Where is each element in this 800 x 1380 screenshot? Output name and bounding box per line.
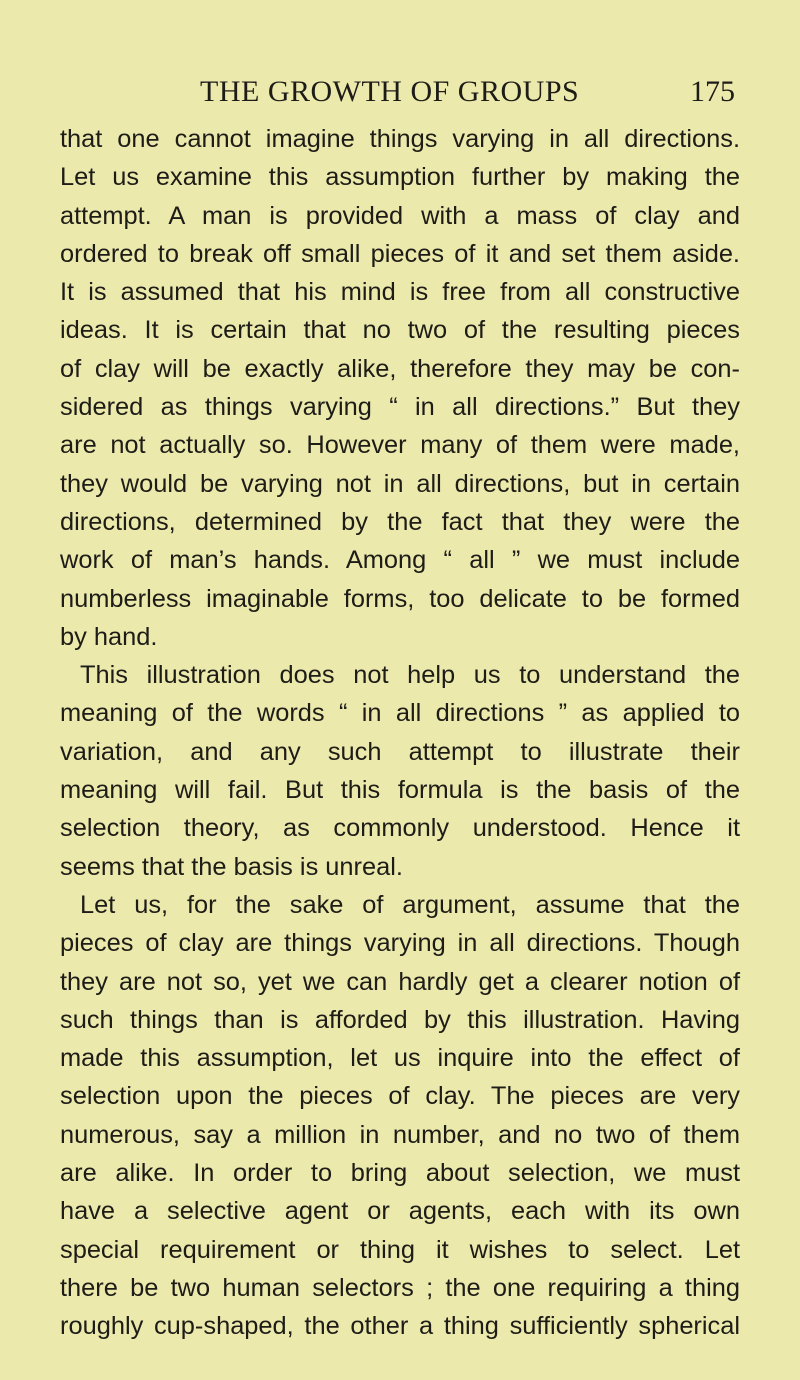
text-line: are alike. In order to bring about selection, we must: [60, 1159, 740, 1188]
text-line: Let us, for the sake of argument, assume that the: [80, 890, 740, 919]
text-line: variation, and any such attempt to illustrate their: [60, 737, 740, 766]
text-line: made this assumption, let us inquire into the effect of: [60, 1044, 740, 1073]
text-line: such things than is afforded by this illustration. Having: [60, 1005, 740, 1034]
text-line: there be two human selectors ; the one requiring a thing: [60, 1273, 740, 1302]
text-line: that one cannot imagine things varying in all directions.: [60, 125, 740, 153]
text-line: special requirement or thing it wishes to select. Let: [60, 1235, 740, 1264]
text-line: numberless imaginable forms, too delicate to be formed: [60, 584, 740, 613]
text-line: Let us examine this assumption further by making the: [60, 163, 740, 192]
text-line: have a selective agent or agents, each with its own: [60, 1197, 740, 1226]
body-text: [60, 120, 740, 1346]
text-line: of clay will be exactly alike, therefore they may be con-: [60, 354, 740, 383]
text-line: ideas. It is certain that no two of the resulting pieces: [60, 316, 740, 345]
text-line: ordered to break off small pieces of it and set them aside.: [60, 239, 740, 268]
running-title: THE GROWTH OF GROUPS: [200, 75, 580, 108]
text-line: selection upon the pieces of clay. The pieces are very: [60, 1082, 740, 1111]
text-line: attempt. A man is provided with a mass of clay and: [60, 201, 740, 230]
text-line: directions, determined by the fact that they were the: [60, 507, 740, 536]
text-line: This illustration does not help us to understand the: [80, 661, 740, 690]
page-number: 175: [690, 75, 735, 108]
text-line: It is assumed that his mind is free from all constructive: [60, 278, 740, 307]
text-line: by hand.: [60, 622, 158, 651]
text-line: selection theory, as commonly understood. Hence it: [60, 814, 740, 843]
text-line: roughly cup-shaped, the other a thing sufficiently spherical: [60, 1312, 740, 1341]
text-line: sidered as things varying “ in all directions.” But they: [60, 393, 740, 422]
text-line: meaning of the words “ in all directions ” as applied to: [60, 699, 740, 728]
text-line: pieces of clay are things varying in all directions. Though: [60, 929, 740, 958]
text-line: they are not so, yet we can hardly get a clearer notion of: [60, 967, 740, 996]
text-line: numerous, say a million in number, and no two of them: [60, 1120, 740, 1149]
running-head: [0, 74, 800, 114]
text-line: are not actually so. However many of them were made,: [60, 431, 740, 460]
text-line: seems that the basis is unreal.: [60, 852, 403, 881]
text-line: work of man’s hands. Among “ all ” we must include: [60, 546, 740, 575]
text-line: meaning will fail. But this formula is the basis of the: [60, 776, 740, 805]
text-line: they would be varying not in all directions, but in certain: [60, 469, 740, 498]
